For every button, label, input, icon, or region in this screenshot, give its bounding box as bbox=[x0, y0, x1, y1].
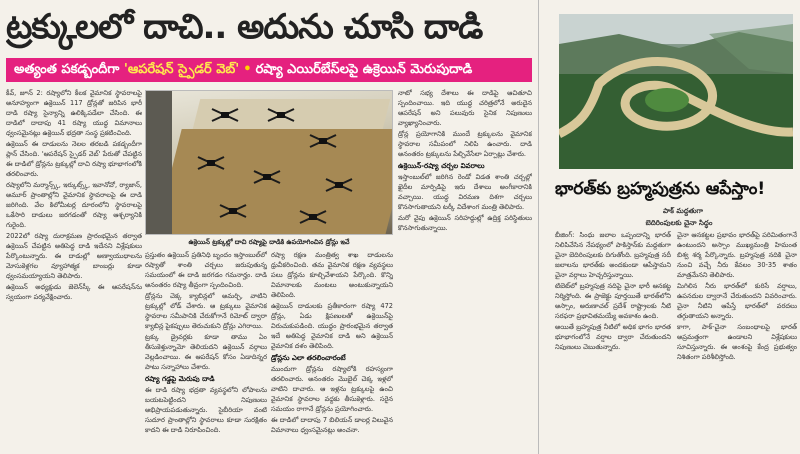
drone-icon bbox=[306, 131, 340, 151]
article-headline: భారత్‌కు బ్రహ్మపుత్రను ఆపేస్తాం! bbox=[555, 179, 766, 199]
paragraph: ట్రక్కు డ్రైవర్లకు కూడా తాము ఏం తీసుకెళ్తున్నామో తెలియదని ఉక్రెయిన్ వర్గాలు వెల్లడించాయి. ఈ ఆపరేషన్ కోసం ఏడాదిన్నర పాటు సన్నాహాలు చేశారు. bbox=[145, 333, 267, 371]
paragraph: ఉక్రెయిన్ దాడులకు ప్రతీకారంగా రష్యా 472 డ్రోన్లు, ఏడు క్షిపణులతో ఉక్రెయిన్‌పై విరుచుకుపడింది. యుద్ధం ప్రారంభమైన తర్వాత ఇదే అతిపెద్ద వైమానిక దాడి అని ఉక్రెయిన్ వైమానిక దళం తెలిపింది. bbox=[271, 302, 393, 350]
column-divider bbox=[538, 0, 539, 454]
drone-photo bbox=[145, 90, 393, 235]
banner-text-3: రష్యా ఎయిర్‌బేస్‌లపై ఉక్రెయిన్ మెరుపుదాడి bbox=[255, 62, 473, 77]
photo-caption: ఉక్రెయిన్ ట్రక్కుల్లో దాచి రష్యాపై దాడికి ఉపయోగించిన డ్రోన్లు ఇవే bbox=[145, 236, 393, 248]
paragraph: రష్యాలోని మర్మాన్స్క్, ఇర్కుట్స్క్, ఇవానోవో, ర్యాజాన్, అమూర్ ప్రాంతాల్లోని వైమానిక స్థావరాలపై ఈ దాడి జరిగింది. వేల కిలోమీటర్ల దూరంలోని స్థావరాలపై ఒకేసారి దాడులు జరగడంతో రష్యా ఆశ్చర్యానికి గురైంది. bbox=[6, 181, 142, 229]
paragraph: అయితే బ్రహ్మపుత్ర నీటిలో అధిక భాగం భారత భూభాగంలోనే వర్షాల ద్వారా చేరుతుందని నిపుణులు చెబుతున్నారు. bbox=[555, 323, 671, 351]
paragraph: ఈ దాడిలో దాదాపు 7 బిలియన్ డాలర్ల విలువైన విమానాలు ధ్వంసమైనట్లు అంచనా. bbox=[271, 416, 393, 434]
article-column-2 bbox=[145, 250, 267, 452]
article-ukraine bbox=[2, 0, 536, 454]
paragraph: ఉక్రెయిన్ అధ్యక్షుడు జెలెన్‌స్కీ ఈ ఆపరేషన్‌ను స్వయంగా పర్యవేక్షించారు. bbox=[6, 283, 142, 301]
byline-sub: బెదిరింపులకు చైనా సిద్ధం bbox=[645, 219, 713, 227]
subheading: ఉక్రెయిన్-రష్యా చర్చల వివరాలు bbox=[398, 162, 485, 170]
drone-icon bbox=[322, 175, 356, 195]
subheading: డ్రోన్లను ఎలా తరలించారంటే bbox=[271, 354, 346, 362]
paragraph: డ్రోన్లను చెక్క క్యాబిన్లలో అమర్చి, వాటిని ట్రక్కుల్లో లోడ్ చేశారు. ఆ ట్రక్కులు వైమానిక స్థావరాల సమీపానికి చేరుకోగానే రిమోట్ ద్వారా క్యాబిన్ల పైకప్పులు తెరుచుకుని డ్రోన్లు ఎగిరాయి. bbox=[145, 292, 267, 330]
subheading: రష్యా గడ్డపై మెరుపు దాడి bbox=[145, 375, 215, 383]
paragraph: టిబెట్‌లో బ్రహ్మపుత్ర నదిపై చైనా భారీ ఆనకట్ట నిర్మిస్తోంది. ఈ ప్రాజెక్టు పూర్తయితే భారత్‌లోని అస్సాం, అరుణాచల్ ప్రదేశ్ రాష్ట్రాలకు నీటి సరఫరా ప్రభావితమయ్యే అవకాశం ఉంది. bbox=[555, 282, 671, 320]
paragraph: మరో వైపు ఉక్రెయిన్ సరిహద్దుల్లో ఉద్రిక్త పరిస్థితులు కొనసాగుతున్నాయి. bbox=[398, 214, 532, 232]
banner-separator: • bbox=[243, 62, 252, 77]
banner-text-1: అత్యంత పకడ్బందీగా bbox=[14, 62, 124, 77]
article-column-2-text bbox=[677, 230, 797, 452]
article-column-1 bbox=[555, 230, 671, 452]
article-brahmaputra bbox=[541, 0, 800, 454]
paragraph: ముందుగా డ్రోన్లను రష్యాలోకి రహస్యంగా తరలించారు. అనంతరం మొబైల్ చెక్క ఇళ్లలో వాటిని దాచారు. ఆ ఇళ్లను ట్రక్కులపై ఉంచి వైమానిక స్థావరాల వద్దకు తీసుకెళ్లారు. సరైన సమయం రాగానే డ్రోన్లను ప్రయోగించారు. bbox=[271, 365, 393, 413]
drone-icon bbox=[296, 207, 330, 227]
drone-icon bbox=[250, 167, 284, 187]
paragraph: డ్రోన్ల ప్రయోగానికి ముందే ట్రక్కులను వైమానిక స్థావరాల సమీపంలో నిలిపి ఉంచారు. దాడి అనంతరం ట్రక్కులను పేల్చివేసేలా ఏర్పాట్లు చేశారు. bbox=[398, 130, 532, 158]
byline: పాక్ మద్దతుగా bbox=[662, 207, 704, 215]
paragraph: ఇస్తాంబుల్‌లో జరిగిన రెండో విడత శాంతి చర్చల్లో ఖైదీల మార్పిడిపై ఇరు దేశాలు అంగీకారానికి వచ్చాయి. యుద్ధ విరమణ దిశగా చర్చలు కొనసాగుతాయని టర్కీ విదేశాంగ మంత్రి తెలిపారు. bbox=[398, 173, 532, 211]
river-photo bbox=[559, 14, 793, 169]
drone-icon bbox=[194, 153, 228, 173]
paragraph: ప్రస్తుతం ఉక్రెయిన్ ప్రతినిధి బృందం ఇస్తాంబుల్‌లో రష్యాతో శాంతి చర్చలు జరుపుతున్న సమయంలో ఈ దాడి జరగడం గమనార్హం. దాడి అనంతరం రష్యా తీవ్రంగా స్పందించింది. bbox=[145, 251, 267, 289]
paragraph: మిగిలిన నీరు భారత్‌లో కురిసే వర్షాలు, ఉపనదుల ద్వారానే చేరుతుందని వివరించారు. చైనా నీటిని ఆపేస్తే భారత్‌లో వరదలు తగ్గుతాయని అన్నారు. bbox=[677, 282, 797, 320]
photo-side-wall bbox=[146, 91, 172, 235]
paragraph: చైనా ఆనకట్టల ప్రభావం భారత్‌పై పరిమితంగానే ఉంటుందని అస్సాం ముఖ్యమంత్రి హిమంత బిశ్వ శర్మ పేర్కొన్నారు. బ్రహ్మపుత్ర నదికి చైనా నుంచి వచ్చే నీరు కేవలం 30-35 శాతం మాత్రమేనని తెలిపారు. bbox=[677, 231, 797, 279]
article-headline: ట్రక్కులలో దాచి.. అదును చూసి దాడి bbox=[6, 7, 483, 47]
article-column-4 bbox=[398, 88, 532, 452]
article-column-3 bbox=[271, 250, 393, 452]
drone-icon bbox=[208, 105, 242, 125]
drone-icon bbox=[216, 201, 250, 221]
paragraph: కీవ్, జూన్ 2: రష్యాలోని కీలక వైమానిక స్థావరాలపై అనూహ్యంగా ఉక్రెయిన్ 117 డ్రోన్లతో జరిపిన భారీ దాడి రష్యా సైన్యాన్ని ఉలిక్కిపడేలా చేసింది. ఈ దాడిలో దాదాపు 41 రష్యా యుద్ధ విమానాలు ధ్వంసమైనట్లు ఉక్రెయిన్ భద్రతా సంస్థ ప్రకటించింది. bbox=[6, 89, 142, 137]
paragraph: 2022లో రష్యా దురాక్రమణ ప్రారంభమైన తర్వాత ఉక్రెయిన్ చేపట్టిన అతిపెద్ద దాడి ఇదేనని విశ్లేషకులు పేర్కొంటున్నారు. ఈ దాడుల్లో అణ్వాయుధాలను మోసుకెళ్లగల వ్యూహాత్మక బాంబర్లు కూడా ధ్వంసమయ్యాయని తెలిపారు. bbox=[6, 232, 142, 280]
river-landscape bbox=[559, 14, 793, 169]
drone-icon bbox=[264, 105, 298, 125]
paragraph: కాగా, పాక్-చైనా సంబంధాలపై భారత్ అప్రమత్తంగా ఉండాలని విశ్లేషకులు సూచిస్తున్నారు. ఈ అంశంపై కేంద్ర ప్రభుత్వం నిశితంగా పరిశీలిస్తోంది. bbox=[677, 323, 797, 361]
article-column-1 bbox=[6, 88, 142, 452]
paragraph: ఉక్రెయిన్ ఈ దాడులను నెలల తరబడి పకడ్బందీగా ప్లాన్ చేసింది. 'ఆపరేషన్ స్పైడర్ వెబ్' పేరుతో చేపట్టిన ఈ దాడిలో డ్రోన్లను ట్రక్కుల్లో దాచి రష్యా భూభాగంలోకి తరలించారు. bbox=[6, 140, 142, 178]
paragraph: బీజింగ్: సింధు జలాల ఒప్పందాన్ని భారత్ నిలిపివేసిన నేపథ్యంలో పాకిస్తాన్‌కు మద్దతుగా చైనా బెదిరింపులకు దిగుతోంది. బ్రహ్మపుత్ర నదీ జలాలను భారత్‌కు అందకుండా ఆపేస్తామని చైనా వర్గాలు హెచ్చరిస్తున్నాయి. bbox=[555, 231, 671, 279]
paragraph: ఈ దాడి రష్యా భద్రతా వ్యవస్థలోని లోపాలను బయటపెట్టిందని నిపుణులు అభిప్రాయపడుతున్నారు. సైబీరియా వంటి సుదూర ప్రాంతాల్లోని స్థావరాలు కూడా సురక్షితం కాదని ఈ దాడి నిరూపించింది. bbox=[145, 386, 267, 434]
paragraph: నాటో సభ్య దేశాలు ఈ దాడిపై ఆచితూచి స్పందించాయి. ఇది యుద్ధ చరిత్రలోనే అరుదైన ఆపరేషన్ అని పలువురు సైనిక నిపుణులు వ్యాఖ్యానించారు. bbox=[398, 89, 532, 127]
banner-operation-name: 'ఆపరేషన్ స్పైడర్ వెబ్' bbox=[123, 62, 240, 77]
paragraph: రష్యా రక్షణ మంత్రిత్వ శాఖ దాడులను ధ్రువీకరించింది. తమ వైమానిక రక్షణ వ్యవస్థలు పలు డ్రోన్లను కూల్చివేశాయని పేర్కొంది. కొన్ని విమానాలకు మంటలు అంటుకున్నాయని తెలిపింది. bbox=[271, 251, 393, 299]
article-banner bbox=[6, 58, 532, 82]
